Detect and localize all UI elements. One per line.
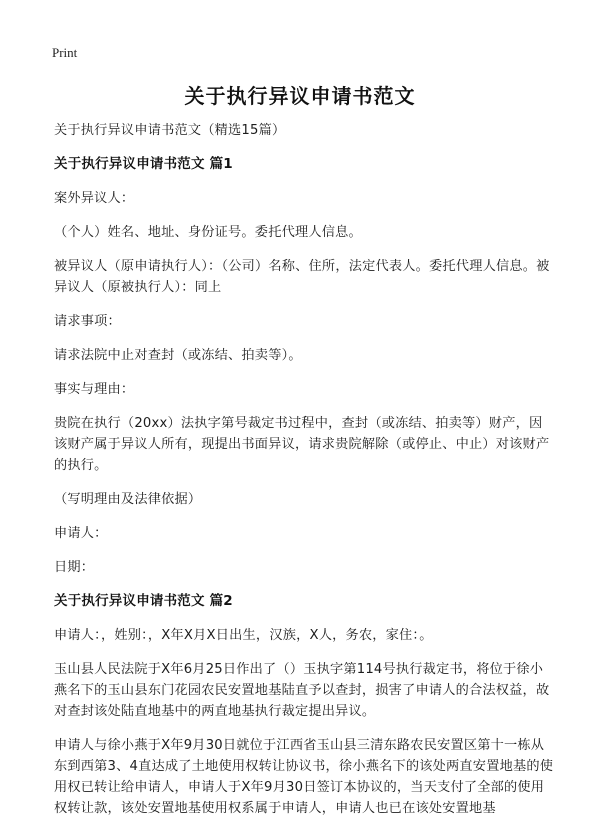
paragraph: 关于执行异议申请书范文（精选15篇） xyxy=(54,123,286,138)
paragraph: 请求事项： xyxy=(54,314,121,329)
paragraph: 玉山县人民法院于X年6月25日作出了（）玉执字第114号执行裁定书，将位于徐小燕名下的玉山县东门花园农民安置地基陆直予以查封，损害了申请人的合法权益，故对查封该处陆直地基中的两直地基执行裁定提出异议。 xyxy=(54,662,550,719)
paragraph: 贵院在执行（20xx）法执字第号裁定书过程中，查封（或冻结、拍卖等）财产，因该财产属于异议人所有，现提出书面异议，请求贵院解除（或停止、中止）对该财产的执行。 xyxy=(54,416,550,473)
paragraph: 被异议人（原申请执行人）：（公司）名称、住所，法定代表人。委托代理人信息。被异议人（原被执行人）：同上 xyxy=(54,259,550,295)
paragraph: （个人）姓名、地址、身份证号。委托代理人信息。 xyxy=(54,225,362,240)
document-body xyxy=(54,120,554,828)
paragraph: 申请人与徐小燕于X年9月30日就位于江西省玉山县三清东路农民安置区第十一栋从东到西第3、4直达成了土地使用权转让协议书，徐小燕名下的该处两直安置地基的使用权已转让给申请人，申请人于X年9月30日签订本协议的，当天支付了全部的使用权转让款，该处安置地基使用权系属于申请人，申请人也已在该处安置地基 xyxy=(54,738,554,816)
paragraph: 申请人：，姓别：，X年X月X日出生，汉族，X人，务农，家住：。 xyxy=(54,628,433,643)
paragraph: 请求法院中止对查封（或冻结、拍卖等）。 xyxy=(54,348,302,363)
paragraph: 事实与理由： xyxy=(54,382,135,397)
paragraph: （写明理由及法律依据） xyxy=(54,492,202,507)
section-heading: 关于执行异议申请书范文 篇2 xyxy=(54,593,233,609)
paragraph: 日期： xyxy=(54,560,95,575)
paragraph: 申请人： xyxy=(54,526,108,541)
paragraph: 案外异议人： xyxy=(54,191,135,206)
document-title: 关于执行异议申请书范文 xyxy=(184,84,416,108)
section-heading: 关于执行异议申请书范文 篇1 xyxy=(54,156,233,172)
print-link[interactable]: Print xyxy=(52,45,78,60)
